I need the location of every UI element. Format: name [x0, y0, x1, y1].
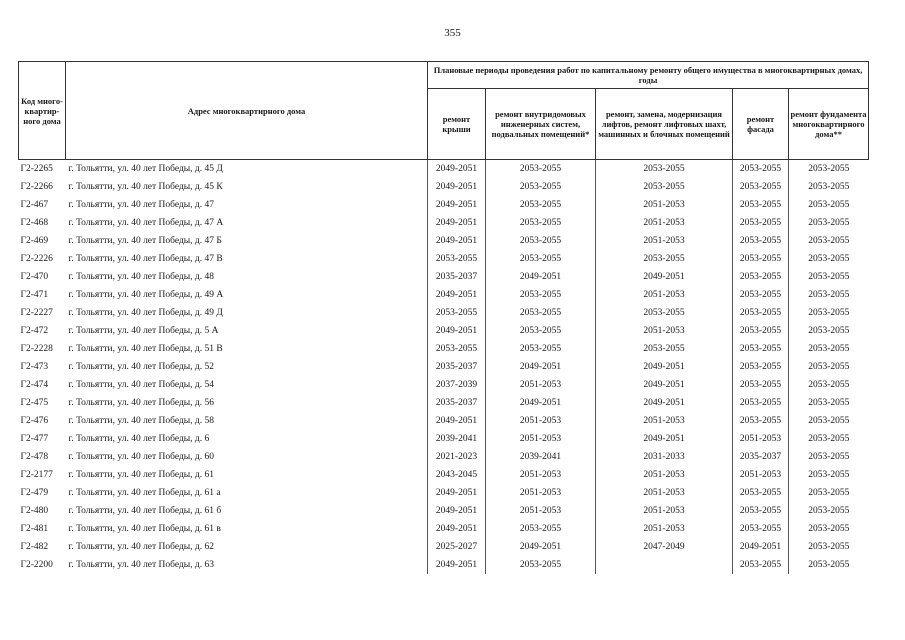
cell-address: г. Тольятти, ул. 40 лет Победы, д. 61 в: [68, 524, 221, 534]
cell-facade: 2053-2055: [733, 214, 789, 232]
cell-facade: 2053-2055: [733, 394, 789, 412]
cell-address: г. Тольятти, ул. 40 лет Победы, д. 6: [68, 434, 210, 444]
cell-roof: 2025-2027: [428, 538, 486, 556]
cell-elevators: 2047-2049: [596, 538, 733, 556]
page-number: 355: [444, 27, 461, 39]
cell-code: Г2-2228: [20, 344, 53, 354]
cell-elevators: 2051-2053: [596, 484, 733, 502]
cell-roof: 2053-2055: [428, 340, 486, 358]
cell-address: г. Тольятти, ул. 40 лет Победы, д. 47 В: [68, 254, 223, 264]
cell-foundation: 2053-2055: [808, 434, 850, 444]
cell-roof: 2049-2051: [428, 214, 486, 232]
cell-code: Г2-468: [20, 218, 49, 228]
cell-code: Г2-482: [20, 542, 49, 552]
cell-engineering: 2039-2041: [519, 452, 562, 462]
cell-facade: 2051-2053: [733, 466, 789, 484]
cell-roof: 2035-2037: [428, 358, 486, 376]
cell-elevators: 2049-2051: [596, 358, 733, 376]
table-row: [19, 268, 869, 286]
cell-facade: 2051-2053: [733, 430, 789, 448]
cell-address: г. Тольятти, ул. 40 лет Победы, д. 45 Д: [68, 164, 223, 174]
cell-elevators: 2053-2055: [596, 304, 733, 322]
cell-foundation: 2053-2055: [808, 560, 850, 570]
cell-address: г. Тольятти, ул. 40 лет Победы, д. 5 А: [68, 326, 219, 336]
cell-elevators: [596, 556, 733, 574]
cell-facade: 2053-2055: [733, 250, 789, 268]
table-row: [19, 412, 869, 430]
cell-code: Г2-2266: [20, 182, 53, 192]
cell-engineering: 2049-2051: [519, 542, 562, 552]
cell-foundation: 2053-2055: [808, 272, 850, 282]
cell-code: Г2-476: [20, 416, 49, 426]
cell-roof: 2049-2051: [428, 196, 486, 214]
table-row: [19, 484, 869, 502]
cell-engineering: 2051-2053: [519, 380, 562, 390]
cell-code: Г2-478: [20, 452, 49, 462]
cell-address: г. Тольятти, ул. 40 лет Победы, д. 45 К: [68, 182, 223, 192]
table-row: [19, 340, 869, 358]
cell-roof: 2049-2051: [428, 232, 486, 250]
table-row: [19, 394, 869, 412]
cell-facade: 2053-2055: [733, 286, 789, 304]
cell-code: Г2-2227: [20, 308, 53, 318]
cell-address: г. Тольятти, ул. 40 лет Победы, д. 47: [68, 200, 215, 210]
column-header-foundation: ремонт фундамента многоквартирного дома**: [789, 89, 869, 160]
table-row: [19, 556, 869, 574]
cell-foundation: 2053-2055: [808, 254, 850, 264]
table-row: [19, 520, 869, 538]
cell-facade: 2053-2055: [733, 304, 789, 322]
cell-roof: 2049-2051: [428, 178, 486, 196]
cell-facade: 2053-2055: [733, 358, 789, 376]
cell-roof: 2049-2051: [428, 412, 486, 430]
cell-engineering: 2053-2055: [519, 164, 562, 174]
cell-facade: 2053-2055: [733, 322, 789, 340]
cell-address: г. Тольятти, ул. 40 лет Победы, д. 49 Д: [68, 308, 223, 318]
cell-engineering: 2053-2055: [519, 182, 562, 192]
cell-code: Г2-469: [20, 236, 49, 246]
cell-elevators: 2049-2051: [596, 430, 733, 448]
cell-engineering: 2053-2055: [519, 524, 562, 534]
cell-code: Г2-481: [20, 524, 49, 534]
cell-elevators: 2051-2053: [596, 502, 733, 520]
cell-code: Г2-472: [20, 326, 49, 336]
cell-roof: 2049-2051: [428, 520, 486, 538]
cell-roof: 2049-2051: [428, 286, 486, 304]
cell-engineering: 2051-2053: [519, 434, 562, 444]
cell-facade: 2053-2055: [733, 178, 789, 196]
table-row: [19, 304, 869, 322]
cell-code: Г2-2265: [20, 164, 53, 174]
cell-facade: 2053-2055: [733, 520, 789, 538]
column-header-code: Код много-квартир-ного дома: [19, 62, 66, 160]
cell-engineering: 2053-2055: [519, 326, 562, 336]
cell-code: Г2-470: [20, 272, 49, 282]
cell-foundation: 2053-2055: [808, 542, 850, 552]
cell-code: Г2-477: [20, 434, 49, 444]
cell-foundation: 2053-2055: [808, 506, 850, 516]
cell-foundation: 2053-2055: [808, 362, 850, 372]
cell-elevators: 2049-2051: [596, 394, 733, 412]
cell-engineering: 2053-2055: [519, 344, 562, 354]
cell-elevators: 2051-2053: [596, 466, 733, 484]
cell-roof: 2049-2051: [428, 502, 486, 520]
table-row: [19, 376, 869, 394]
column-header-engineering: ремонт внутридомовых инженерных систем, подвальных помещений*: [486, 89, 596, 160]
cell-engineering: 2053-2055: [519, 200, 562, 210]
cell-address: г. Тольятти, ул. 40 лет Победы, д. 48: [68, 272, 215, 282]
cell-foundation: 2053-2055: [808, 290, 850, 300]
cell-roof: 2021-2023: [428, 448, 486, 466]
cell-foundation: 2053-2055: [808, 470, 850, 480]
cell-facade: 2053-2055: [733, 160, 789, 179]
cell-elevators: 2053-2055: [596, 178, 733, 196]
table-row: [19, 322, 869, 340]
cell-code: Г2-480: [20, 506, 49, 516]
cell-engineering: 2049-2051: [519, 362, 562, 372]
cell-engineering: 2049-2051: [519, 272, 562, 282]
cell-address: г. Тольятти, ул. 40 лет Победы, д. 60: [68, 452, 215, 462]
cell-address: г. Тольятти, ул. 40 лет Победы, д. 61 а: [68, 488, 221, 498]
cell-engineering: 2053-2055: [519, 236, 562, 246]
cell-foundation: 2053-2055: [808, 326, 850, 336]
cell-engineering: 2053-2055: [519, 218, 562, 228]
cell-code: Г2-474: [20, 380, 49, 390]
table-row: [19, 232, 869, 250]
cell-facade: 2053-2055: [733, 484, 789, 502]
cell-engineering: 2053-2055: [519, 560, 562, 570]
cell-address: г. Тольятти, ул. 40 лет Победы, д. 61: [68, 470, 215, 480]
cell-facade: 2035-2037: [733, 448, 789, 466]
cell-roof: 2049-2051: [428, 556, 486, 574]
cell-engineering: 2053-2055: [519, 290, 562, 300]
cell-address: г. Тольятти, ул. 40 лет Победы, д. 61 б: [68, 506, 222, 516]
cell-elevators: 2051-2053: [596, 196, 733, 214]
cell-engineering: 2051-2053: [519, 506, 562, 516]
cell-facade: 2053-2055: [733, 556, 789, 574]
cell-foundation: 2053-2055: [808, 452, 850, 462]
cell-facade: 2053-2055: [733, 196, 789, 214]
cell-elevators: 2051-2053: [596, 520, 733, 538]
cell-foundation: 2053-2055: [808, 164, 850, 174]
cell-engineering: 2049-2051: [519, 398, 562, 408]
cell-code: Г2-2177: [20, 470, 53, 480]
cell-address: г. Тольятти, ул. 40 лет Победы, д. 62: [68, 542, 215, 552]
cell-elevators: 2051-2053: [596, 286, 733, 304]
cell-engineering: 2053-2055: [519, 254, 562, 264]
column-header-facade: ремонт фасада: [733, 89, 789, 160]
cell-roof: 2049-2051: [428, 322, 486, 340]
cell-elevators: 2051-2053: [596, 232, 733, 250]
cell-roof: 2053-2055: [428, 250, 486, 268]
table-row: [19, 358, 869, 376]
cell-address: г. Тольятти, ул. 40 лет Победы, д. 49 А: [68, 290, 224, 300]
cell-engineering: 2051-2053: [519, 488, 562, 498]
cell-address: г. Тольятти, ул. 40 лет Победы, д. 52: [68, 362, 215, 372]
cell-roof: 2039-2041: [428, 430, 486, 448]
cell-foundation: 2053-2055: [808, 182, 850, 192]
cell-address: г. Тольятти, ул. 40 лет Победы, д. 47 А: [68, 218, 224, 228]
table-row: [19, 250, 869, 268]
cell-elevators: 2049-2051: [596, 268, 733, 286]
cell-facade: 2053-2055: [733, 502, 789, 520]
cell-elevators: 2031-2033: [596, 448, 733, 466]
capital-repair-schedule-table: [18, 61, 869, 574]
column-header-address: Адрес многоквартирного дома: [66, 62, 428, 160]
table-row: [19, 214, 869, 232]
table-row: [19, 466, 869, 484]
cell-facade: 2053-2055: [733, 340, 789, 358]
cell-foundation: 2053-2055: [808, 218, 850, 228]
cell-code: Г2-2226: [20, 254, 53, 264]
cell-address: г. Тольятти, ул. 40 лет Победы, д. 58: [68, 416, 215, 426]
cell-facade: 2053-2055: [733, 268, 789, 286]
table-row: [19, 430, 869, 448]
table-row: [19, 502, 869, 520]
cell-code: Г2-479: [20, 488, 49, 498]
cell-facade: 2053-2055: [733, 232, 789, 250]
table-row: [19, 538, 869, 556]
cell-roof: 2035-2037: [428, 268, 486, 286]
cell-foundation: 2053-2055: [808, 398, 850, 408]
cell-elevators: 2051-2053: [596, 322, 733, 340]
cell-code: Г2-467: [20, 200, 49, 210]
cell-foundation: 2053-2055: [808, 236, 850, 246]
cell-address: г. Тольятти, ул. 40 лет Победы, д. 54: [68, 380, 215, 390]
cell-foundation: 2053-2055: [808, 416, 850, 426]
cell-elevators: 2053-2055: [596, 160, 733, 179]
cell-elevators: 2049-2051: [596, 376, 733, 394]
cell-address: г. Тольятти, ул. 40 лет Победы, д. 56: [68, 398, 215, 408]
cell-foundation: 2053-2055: [808, 344, 850, 354]
cell-facade: 2053-2055: [733, 412, 789, 430]
cell-facade: 2053-2055: [733, 376, 789, 394]
cell-facade: 2049-2051: [733, 538, 789, 556]
table-body: [19, 160, 869, 575]
table-row: [19, 448, 869, 466]
cell-foundation: 2053-2055: [808, 200, 850, 210]
cell-roof: 2053-2055: [428, 304, 486, 322]
table-row: [19, 286, 869, 304]
cell-roof: 2035-2037: [428, 394, 486, 412]
cell-roof: 2037-2039: [428, 376, 486, 394]
cell-code: Г2-473: [20, 362, 49, 372]
cell-foundation: 2053-2055: [808, 488, 850, 498]
cell-foundation: 2053-2055: [808, 524, 850, 534]
cell-elevators: 2051-2053: [596, 412, 733, 430]
cell-foundation: 2053-2055: [808, 308, 850, 318]
cell-address: г. Тольятти, ул. 40 лет Победы, д. 63: [68, 560, 215, 570]
cell-engineering: 2051-2053: [519, 470, 562, 480]
cell-elevators: 2053-2055: [596, 340, 733, 358]
cell-roof: 2043-2045: [428, 466, 486, 484]
cell-address: г. Тольятти, ул. 40 лет Победы, д. 47 Б: [68, 236, 222, 246]
cell-elevators: 2053-2055: [596, 250, 733, 268]
cell-engineering: 2051-2053: [519, 416, 562, 426]
cell-foundation: 2053-2055: [808, 380, 850, 390]
cell-address: г. Тольятти, ул. 40 лет Победы, д. 51 В: [68, 344, 223, 354]
cell-roof: 2049-2051: [428, 160, 486, 179]
cell-code: Г2-2200: [20, 560, 53, 570]
column-header-roof: ремонт крыши: [428, 89, 486, 160]
cell-code: Г2-475: [20, 398, 49, 408]
cell-code: Г2-471: [20, 290, 49, 300]
cell-elevators: 2051-2053: [596, 214, 733, 232]
column-group-header-periods: Плановые периоды проведения работ по капитальному ремонту общего имущества в многоквартирных домах, годы: [428, 62, 869, 89]
column-header-elevators: ремонт, замена, модернизация лифтов, ремонт лифтовых шахт, машинных и блочных помещений: [596, 89, 733, 160]
table-row: [19, 160, 869, 179]
table-row: [19, 178, 869, 196]
cell-engineering: 2053-2055: [519, 308, 562, 318]
cell-roof: 2049-2051: [428, 484, 486, 502]
table-row: [19, 196, 869, 214]
